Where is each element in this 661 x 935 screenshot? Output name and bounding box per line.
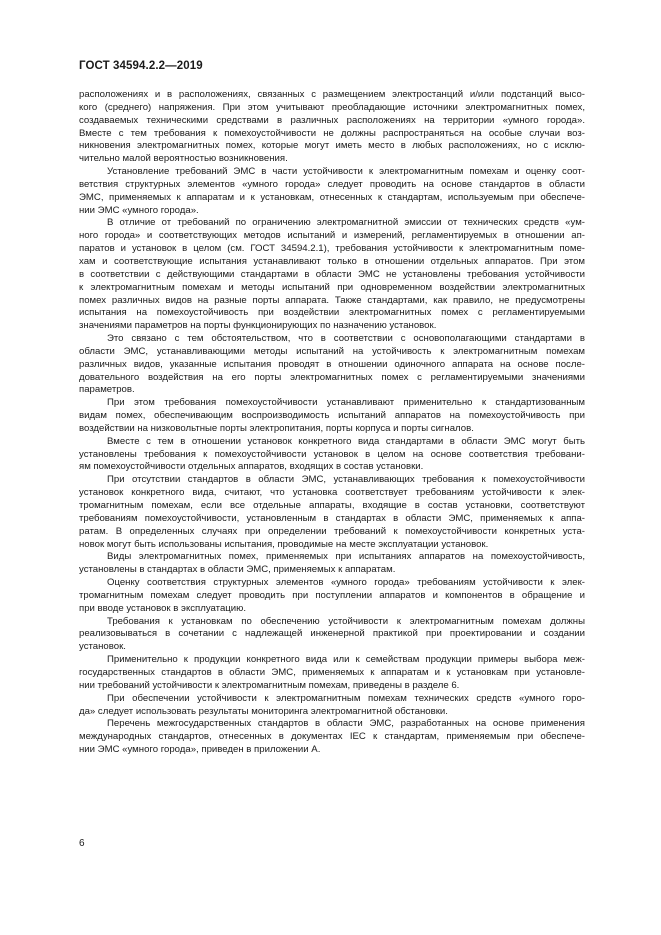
page-number: 6	[79, 838, 85, 849]
body-text-line: чительно малой вероятностью возникновения.	[79, 153, 288, 165]
body-text-line: различных видов, указанные испытания проводят в отношении одиночного аппарата на основе после-	[79, 358, 585, 370]
body-text-line: Применительно к продукции конкретного вида или к семействам продукции примеры выбора меж-	[107, 654, 585, 666]
body-text-line: В отличие от требований по ограничению электромагнитной эмиссии от технических средств «ум-	[107, 217, 585, 229]
body-text-line: тромагнитным помехам следует проводить при поступлении аппаратов и компонентов в обращение и	[79, 589, 585, 601]
body-text-line: паратов и установок в целом (см. ГОСТ 34594.2.1), требования устойчивости к электромагнитным поме-	[79, 243, 585, 255]
body-text-line: параметров.	[79, 384, 135, 396]
body-text-line: расположениях и в расположениях, связанных с размещением электростанций и/или подстанций высо-	[79, 89, 585, 100]
body-text-line: нии ЭМС «умного города».	[79, 204, 199, 216]
body-text-line: Перечень межгосударственных стандартов в области ЭМС, разработанных на основе применения	[107, 718, 585, 730]
body-text-line: Вместе с тем требования к помехоустойчивости не должны распространяться на особые случаи воз-	[79, 127, 585, 139]
body-text-line: значениями параметров на порты функционирующих по назначению установок.	[79, 320, 437, 332]
body-text-line: к электромагнитным помехам и методы испытаний при одновременном воздействии электромагнитных	[79, 281, 585, 293]
body-text-line: установлены в стандартах в области ЭМС, применяемых к аппаратам.	[79, 564, 396, 576]
body-text-line: ЭМС, применяемых к аппаратам и к установкам, отнесенных к стандартам, используемым при обеспече-	[79, 191, 585, 203]
body-text-line: ям помехоустойчивости отдельных аппаратов, входящих в состав установки.	[79, 461, 424, 473]
body-text-line: При этом требования помехоустойчивости устанавливают применительно к стандартизованным	[107, 397, 585, 409]
body-text-line: кого (среднего) напряжения. При этом учитывают преобладающие источники электромагнитных помех,	[79, 101, 585, 113]
body-text-line: Вместе с тем в отношении установок конкретного вида стандартами в области ЭМС могут быть	[107, 435, 585, 447]
body-text-line: При отсутствии стандартов в области ЭМС, устанавливающих требования к помехоустойчивости	[107, 474, 585, 486]
body-text-line: ветствия структурных элементов «умного города» следует проводить на основе стандартов в области	[79, 178, 585, 190]
body-text-line: ратам. В определенных случаях при определении требований к помехоустойчивости конкретных уста-	[79, 525, 585, 537]
body-text-line: Оценку соответствия структурных элементов «умного города» требованиям устойчивости к элек-	[107, 577, 585, 589]
body-text-line: да» следует использовать результаты мониторинга электромагнитной обстановки.	[79, 705, 448, 717]
body-text-line: Установление требований ЭМС в части устойчивости к электромагнитным помехам и оценку соот-	[107, 166, 585, 178]
body-text-line: установок.	[79, 641, 126, 653]
body-text-line: Виды электромагнитных помех, применяемых при испытаниях аппаратов на помехоустойчивость,	[107, 551, 585, 563]
body-text-line: требованиям помехоустойчивости, установленным в стандартах в области ЭМС, применяемых к аппа-	[79, 512, 585, 524]
body-text-line: хам и соответствующие испытания устанавливают только в отношении отдельных аппаратов. При этом	[79, 255, 585, 267]
body-text-line: ного города» и соответствующих методов испытаний и измерений, регламентируемых в отношении ап-	[79, 230, 585, 242]
body-text-line: нии требований устойчивости к электромагнитным помехам, приведены в разделе 6.	[79, 679, 460, 691]
body-text-line: никновения электромагнитных помех, которые могут иметь место в любых расположениях, но с исклю-	[79, 140, 585, 152]
body-text-line: установлены требования к помехоустойчивости установок в целом на основе соответствия требовани-	[79, 448, 585, 460]
body-text-line: Требования к установкам по обеспечению устойчивости к электромагнитным помехам должны	[107, 615, 585, 627]
body-text-line: видам помех, обеспечивающим воспроизводимость испытаний аппаратов на помехоустойчивость при	[79, 410, 585, 422]
body-text-line: создаваемых техническими средствами в различных расположениях на территории «умного города».	[79, 114, 585, 126]
body-text-line: испытания на помехоустойчивость при воздействии электромагнитных помех с регламентируемыми	[79, 307, 585, 319]
body-text-line: новок могут быть использованы испытания, проводимые на месте эксплуатации установок.	[79, 538, 489, 550]
body-text-line: воздействии на низковольтные порты электропитания, порты корпуса и порты сигналов.	[79, 422, 474, 434]
standard-number-header: ГОСТ 34594.2.2—2019	[79, 60, 203, 72]
body-text-line: довательного воздействия на его порты электромагнитных помех с регламентируемыми значениями	[79, 371, 585, 383]
body-text-line: государственных стандартов в области ЭМС, применяемых к аппаратам и к установкам при установле-	[79, 666, 585, 678]
body-text-line: При обеспечении устойчивости к электромагнитным помехам технических средств «умного горо-	[107, 692, 585, 704]
body-text-line: помех различных видов на разные порты аппарата. Также стандартами, как правило, не предусмотрены	[79, 294, 585, 306]
document-body	[79, 89, 585, 757]
body-text-line: международных стандартов, отнесенных в документах IEC к стандартам, применяемым при обеспече-	[79, 731, 585, 743]
body-text-line: нии ЭМС «умного города», приведен в приложении А.	[79, 744, 321, 756]
body-text-line: Это связано с тем обстоятельством, что в соответствии с основополагающими стандартами в	[107, 333, 585, 345]
body-text-line: при вводе установок в эксплуатацию.	[79, 602, 246, 614]
body-text-line: установок конкретного вида, считают, что установка соответствует требованиям устойчивости к элек-	[79, 487, 585, 499]
body-text-line: тромагнитным помехам, если все отдельные аппараты, входящие в состав установки, соответствуют	[79, 500, 585, 511]
body-text-line: области ЭМС, устанавливающими методы испытаний на устойчивость к электромагнитным помехам	[79, 345, 585, 357]
body-text-line: реализовываться в сочетании с надлежащей инженерной практикой при проектировании и создании	[79, 628, 585, 640]
body-text-line: в соответствии с действующими стандартами в области ЭМС не установлены требования устойчивости	[79, 268, 585, 280]
